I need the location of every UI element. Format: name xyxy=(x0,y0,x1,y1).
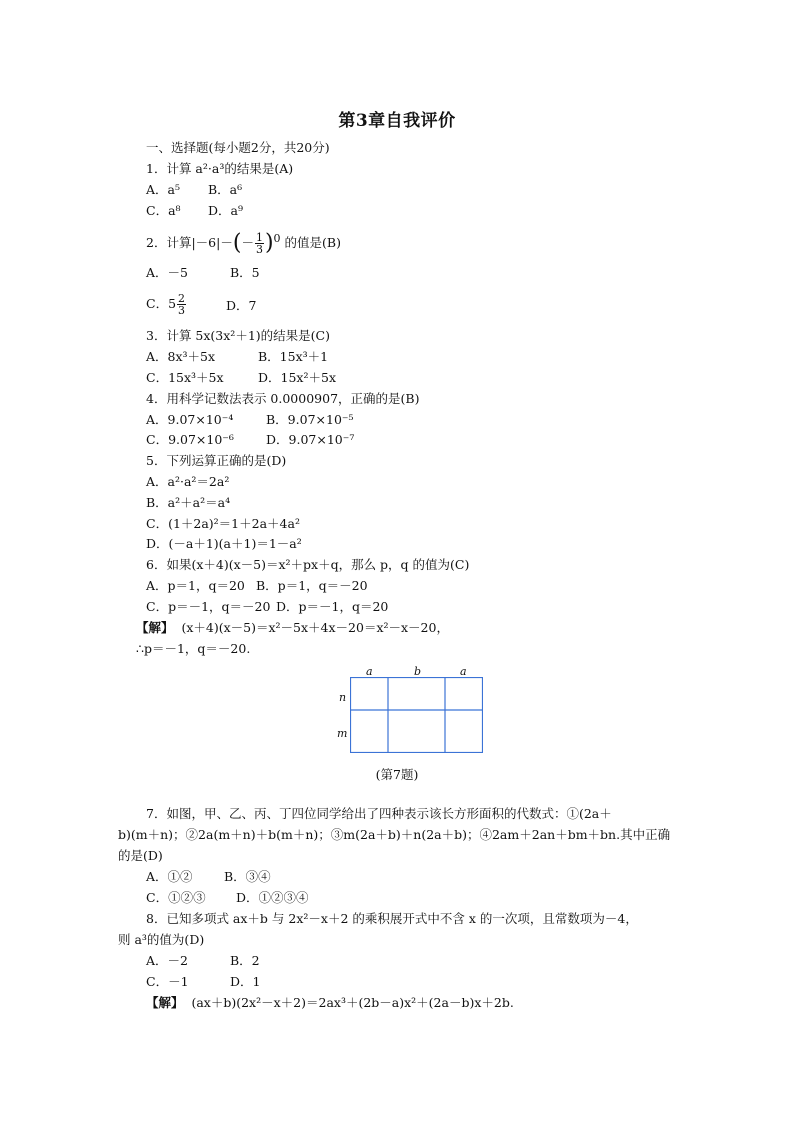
exponent: 0 xyxy=(273,231,281,245)
option-a: A．8x³＋5x xyxy=(146,349,216,364)
figure-caption: (第7题) xyxy=(375,767,419,782)
question-3-stem: 3．计算 5x(3x²＋1)的结果是(C) xyxy=(146,328,330,343)
figure-label-a: a xyxy=(366,665,373,678)
question-5-stem: 5．下列运算正确的是(D) xyxy=(146,453,287,468)
fraction-numerator: 1 xyxy=(255,231,263,244)
option-b: B．15x³＋1 xyxy=(258,349,329,364)
option-c: C．9.07×10⁻⁶ xyxy=(146,432,234,447)
figure-label-b: b xyxy=(414,665,422,678)
question-8-line1: 8．已知多项式 ax＋b 与 2x²－x＋2 的乘积展开式中不含 x 的一次项，且常数项为－4， xyxy=(146,911,638,926)
option-d: D．1 xyxy=(230,974,261,989)
section-heading: 一、选择题(每小题2分，共20分) xyxy=(146,140,330,155)
question-5-option-b: B．a²＋a²＝a⁴ xyxy=(146,495,231,510)
option-d: D．a⁹ xyxy=(208,203,243,218)
question-5-option-d: D．(－a＋1)(a＋1)＝1－a² xyxy=(146,536,302,551)
question-6-solution xyxy=(136,620,449,636)
solution-tag: 【解】 xyxy=(146,995,184,1010)
option-c: C．a⁸ xyxy=(146,203,181,218)
option-b: B．a⁶ xyxy=(208,182,243,197)
option-c: C．5 $\frac{2}{3}$ xyxy=(146,292,186,317)
option-a: A．p＝1，q＝20 xyxy=(146,578,245,593)
option-b: B．③④ xyxy=(224,869,271,884)
option-d: D．①②③④ xyxy=(236,890,309,905)
outer-rectangle xyxy=(351,678,483,753)
option-b: B．2 xyxy=(230,953,260,968)
option-c: C．15x³＋5x xyxy=(146,370,224,385)
question-8-solution xyxy=(146,995,514,1011)
option-b: B．5 xyxy=(230,265,260,280)
question-8-line2: 则 a³的值为(D) xyxy=(118,932,205,947)
option-d: D．p＝－1，q＝20 xyxy=(276,599,389,614)
option-c: C．－1 xyxy=(146,974,189,989)
option-d: D．9.07×10⁻⁷ xyxy=(266,432,355,447)
question-7-line3: 的是(D) xyxy=(118,848,163,863)
option-a: A．a⁵ xyxy=(146,182,180,197)
option-b: B．p＝1，q＝－20 xyxy=(256,578,368,593)
question-5-option-a: A．a²·a²＝2a² xyxy=(146,474,230,489)
mixed-fraction: $\frac{2}{3}$ xyxy=(178,292,186,317)
rectangle-figure xyxy=(350,677,483,753)
option-c: C．①②③ xyxy=(146,890,206,905)
solution-text: (x＋4)(x－5)＝x²－5x＋4x－20＝x²－x－20， xyxy=(181,620,449,635)
option-d: D．15x²＋5x xyxy=(258,370,336,385)
option-a: A．－2 xyxy=(146,953,188,968)
option-b: B．9.07×10⁻⁵ xyxy=(266,412,354,427)
question-5-option-c: C．(1＋2a)²＝1＋2a＋4a² xyxy=(146,516,300,531)
fraction-denominator: 3 xyxy=(255,243,263,256)
solution-text: (ax＋b)(2x²－x＋2)＝2ax³＋(2b－a)x²＋(2a－b)x＋2b. xyxy=(191,995,514,1010)
question-2-stem-pre: 2．计算|－6|－ xyxy=(146,235,233,250)
option-c: C．p＝－1，q＝－20 xyxy=(146,599,271,614)
question-6-solution-line2: ∴p＝－1，q＝－20. xyxy=(136,641,251,656)
option-a: A．－5 xyxy=(146,265,188,280)
figure-label-n: n xyxy=(339,691,347,704)
question-2-stem: 2．计算|－6|－(－ $\frac{1}{3}$ )$^0$ 的值是(B) xyxy=(146,230,341,256)
question-7-line1: 7．如图，甲、乙、丙、丁四位同学给出了四种表示该长方形面积的代数式：①(2a＋ xyxy=(146,806,612,821)
figure-label-m: m xyxy=(337,727,348,740)
option-a: A．①② xyxy=(146,869,193,884)
question-4-stem: 4．用科学记数法表示 0.0000907，正确的是(B) xyxy=(146,391,420,406)
solution-tag: 【解】 xyxy=(136,620,174,635)
option-d: D．7 xyxy=(226,298,257,313)
question-1-stem: 1．计算 a²·a³的结果是(A) xyxy=(146,161,294,176)
question-7-line2: b)(m＋n)；②2a(m＋n)＋b(m＋n)；③m(2a＋b)＋n(2a＋b)；④2am＋2an＋bm＋bn.其中正确 xyxy=(118,827,671,842)
question-6-stem: 6．如果(x＋4)(x－5)＝x²＋px＋q，那么 p，q 的值为(C) xyxy=(146,557,470,572)
page-title: 第3章自我评价 xyxy=(338,111,456,131)
fraction xyxy=(255,232,264,255)
figure-label-a: a xyxy=(460,665,467,678)
option-a: A．9.07×10⁻⁴ xyxy=(146,412,234,427)
question-2-stem-post: 的值是(B) xyxy=(284,235,341,250)
